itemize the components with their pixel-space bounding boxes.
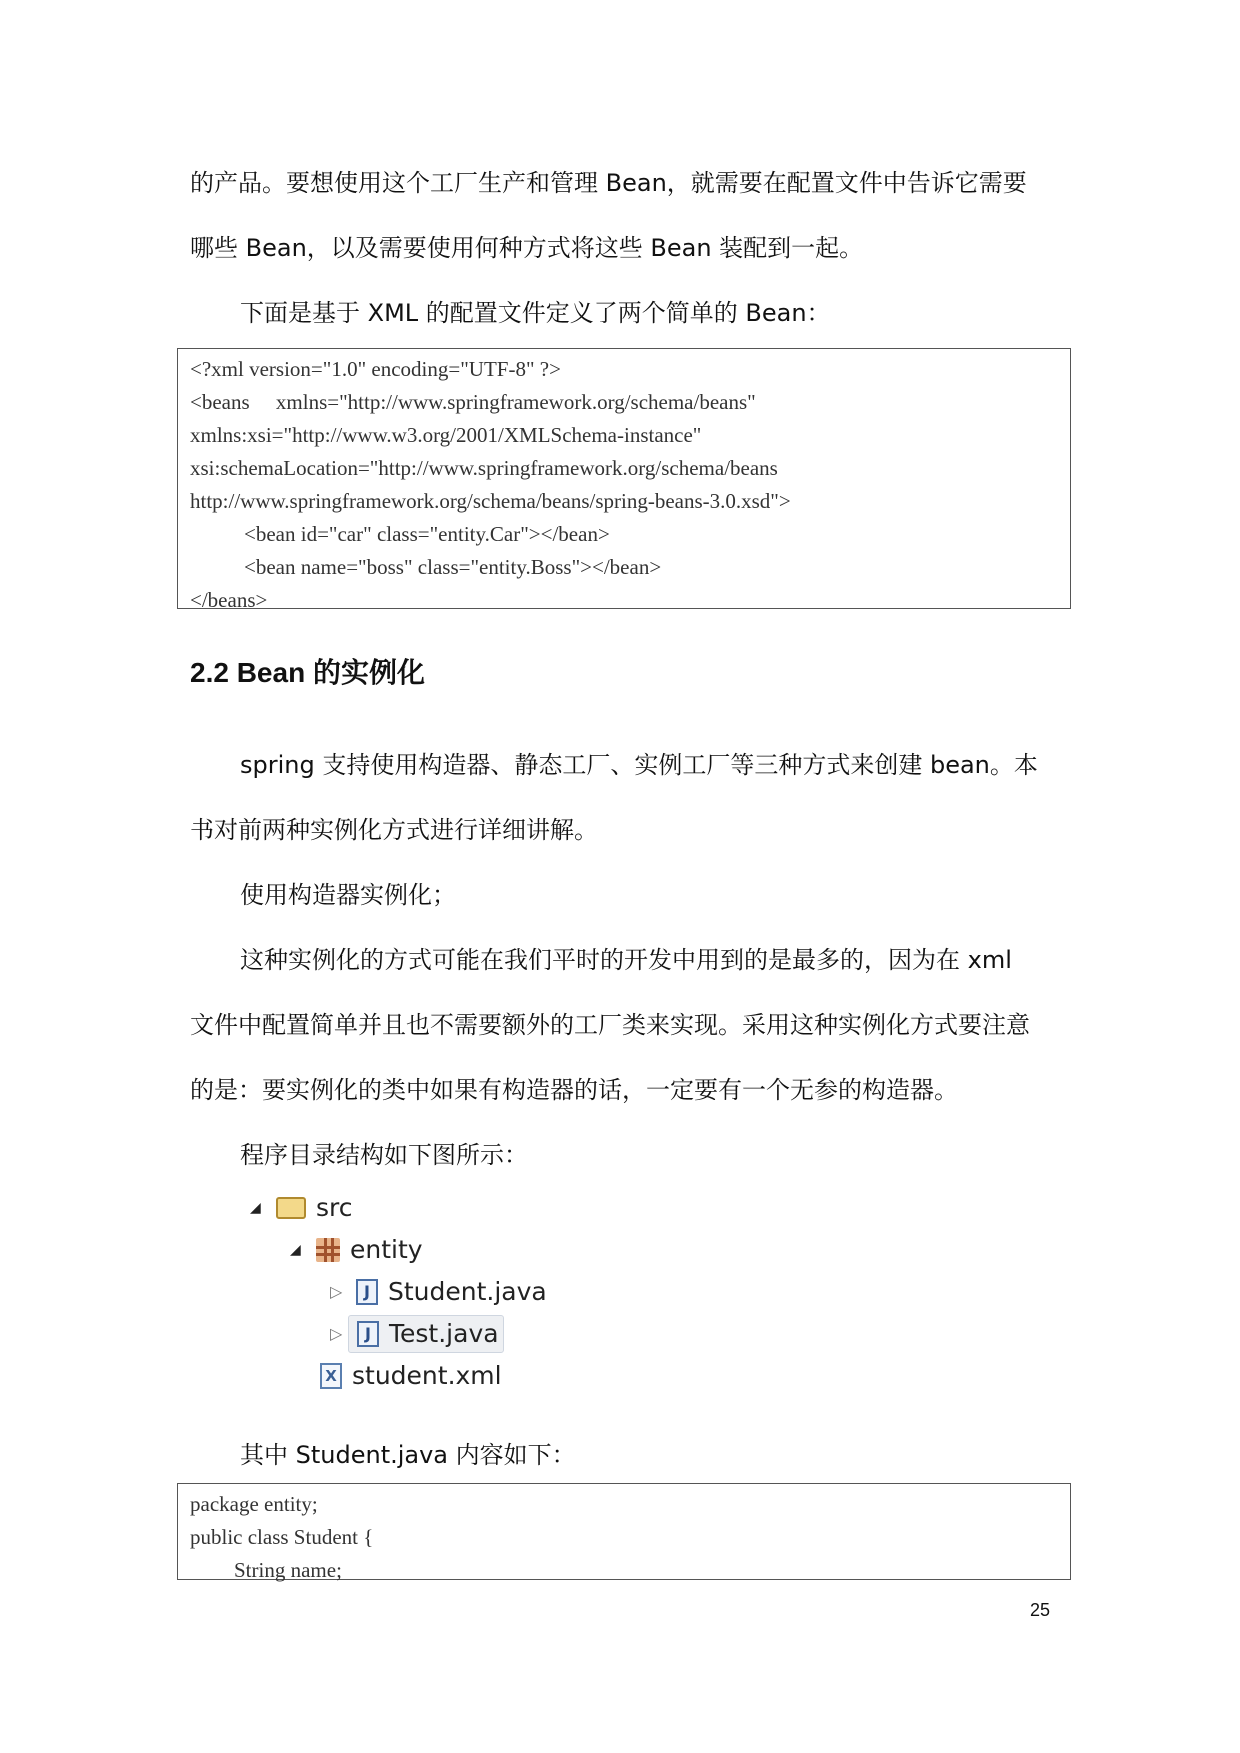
code-line: </beans> xyxy=(190,588,268,612)
tree-row-test-java xyxy=(330,1316,504,1352)
code-line: xmlns:xsi="http://www.w3.org/2001/XMLSchema-instance" xyxy=(190,423,702,447)
paragraph-line-10: 程序目录结构如下图所示： xyxy=(240,1141,528,1169)
java-file-icon: J xyxy=(356,1279,378,1305)
code-line: String name; xyxy=(234,1558,342,1582)
code-line: <bean name="boss" class="entity.Boss"></bean> xyxy=(244,555,662,579)
collapsed-triangle-icon: ▷ xyxy=(330,1324,343,1343)
code-line: <beans xmlns="http://www.springframework.org/schema/beans" xyxy=(190,390,756,414)
tree-label-entity: entity xyxy=(350,1235,423,1264)
project-tree-screenshot xyxy=(250,1190,670,1420)
paragraph-line-6: 使用构造器实例化； xyxy=(240,881,456,909)
paragraph-line-11: 其中 Student.java 内容如下： xyxy=(240,1441,576,1469)
page-number: 25 xyxy=(1030,1600,1051,1620)
tree-row-src xyxy=(250,1190,353,1226)
tree-label-student-java: Student.java xyxy=(388,1277,547,1306)
paragraph-line-9: 的是：要实例化的类中如果有构造器的话，一定要有一个无参的构造器。 xyxy=(190,1076,958,1104)
tree-row-entity xyxy=(290,1232,423,1268)
xml-code-block xyxy=(177,348,1071,612)
tree-row-student-xml xyxy=(312,1358,502,1394)
tree-label-src: src xyxy=(316,1193,353,1222)
java-file-icon: J xyxy=(357,1321,379,1347)
code-line: http://www.springframework.org/schema/beans/spring-beans-3.0.xsd"> xyxy=(190,489,791,513)
paragraph-line-7: 这种实例化的方式可能在我们平时的开发中用到的是最多的，因为在 xml xyxy=(240,946,1012,974)
code-line: <bean id="car" class="entity.Car"></bean> xyxy=(244,522,610,546)
paragraph-line-8: 文件中配置简单并且也不需要额外的工厂类来实现。采用这种实例化方式要注意 xyxy=(190,1011,1030,1039)
selected-tree-item xyxy=(348,1315,504,1353)
package-icon xyxy=(316,1238,340,1262)
paragraph-line-2: 哪些 Bean，以及需要使用何种方式将这些 Bean 装配到一起。 xyxy=(190,234,864,262)
tree-label-student-xml: student.xml xyxy=(352,1361,502,1390)
paragraph-line-1: 的产品。要想使用这个工厂生产和管理 Bean，就需要在配置文件中告诉它需要 xyxy=(190,169,1027,197)
source-folder-icon xyxy=(276,1197,306,1219)
expanded-triangle-icon: ◢ xyxy=(290,1242,301,1258)
paragraph-line-5: 书对前两种实例化方式进行详细讲解。 xyxy=(190,816,598,844)
tree-row-student-java xyxy=(330,1274,547,1310)
expanded-triangle-icon: ◢ xyxy=(250,1200,261,1216)
paragraph-line-4: spring 支持使用构造器、静态工厂、实例工厂等三种方式来创建 bean。本 xyxy=(240,751,1038,779)
xml-file-icon: X xyxy=(320,1363,342,1389)
tree-label-test-java: Test.java xyxy=(389,1319,499,1348)
code-line: xsi:schemaLocation="http://www.springframework.org/schema/beans xyxy=(190,456,778,480)
code-line: public class Student { xyxy=(190,1525,374,1549)
code-line: package entity; xyxy=(190,1492,318,1516)
collapsed-triangle-icon: ▷ xyxy=(330,1282,343,1301)
code-line: <?xml version="1.0" encoding="UTF-8" ?> xyxy=(190,357,561,381)
section-heading: 2.2 Bean 的实例化 xyxy=(190,657,425,688)
java-code-block xyxy=(177,1483,1071,1580)
paragraph-line-3: 下面是基于 XML 的配置文件定义了两个简单的 Bean： xyxy=(240,299,831,327)
